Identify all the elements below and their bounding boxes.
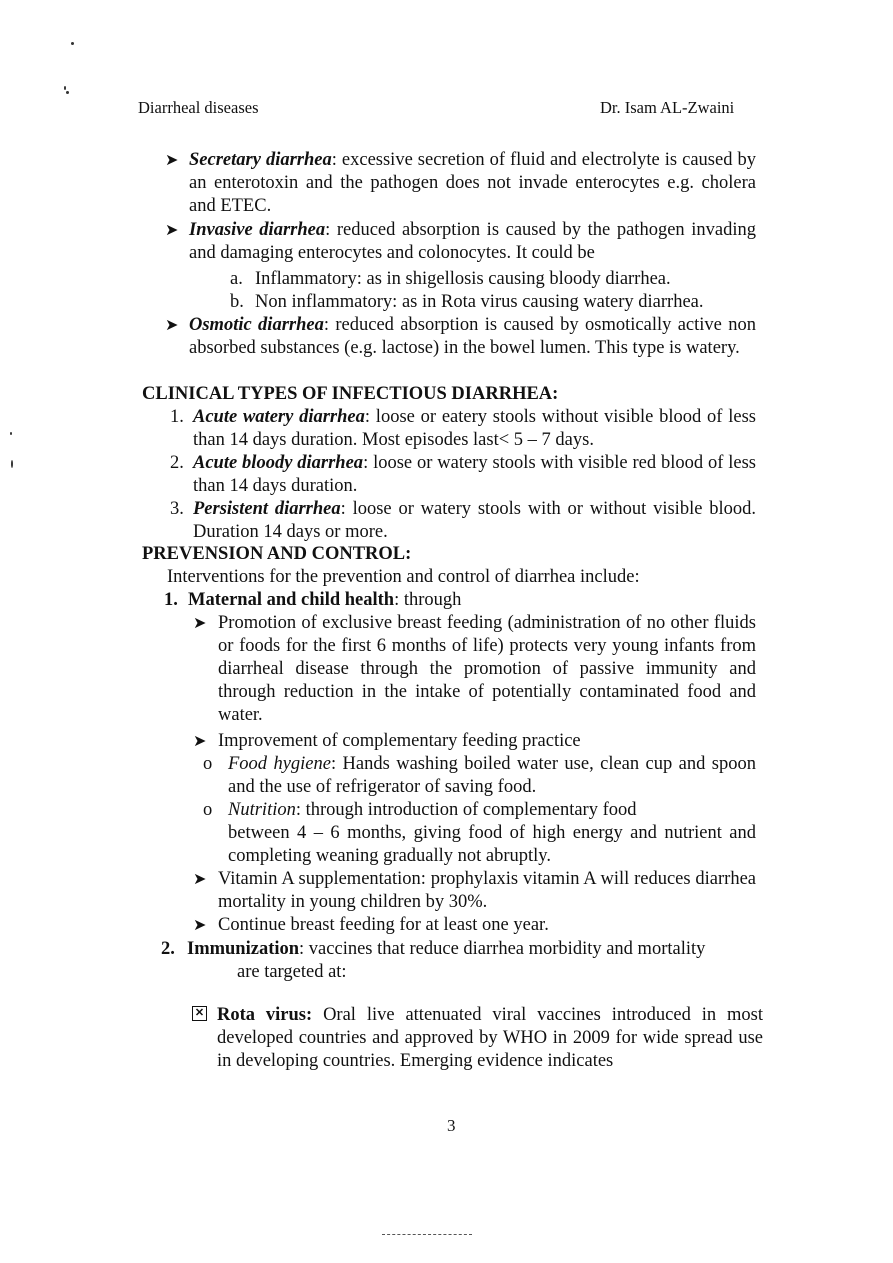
checkbox-bullet-icon: ✕ bbox=[192, 1006, 207, 1021]
circle-bullet-icon: o bbox=[203, 754, 213, 774]
breast-feeding-bullet: Promotion of exclusive breast feeding (administration of no other fluids or foods for the first 6 months of life) protects very young infants from diarrheal disease through the promotion of passive immunity and through reduction in the intake of potentially contaminated food and water. bbox=[218, 613, 756, 725]
arrow-bullet-icon: ➤ bbox=[165, 317, 179, 334]
maternal-child-health-item: Maternal and child health: through bbox=[188, 590, 462, 610]
prevention-intro: Interventions for the prevention and control of diarrhea include: bbox=[167, 567, 640, 587]
clinical-types-heading: CLINICAL TYPES OF INFECTIOUS DIARRHEA: bbox=[142, 384, 559, 404]
osmotic-diarrhea-term: Osmotic diarrhea bbox=[189, 315, 324, 335]
clinical-marker-2: 2. bbox=[170, 453, 184, 473]
acute-bloody-diarrhea-item: Acute bloody diarrhea: loose or watery stools with visible red blood of less than 14 days duration. bbox=[193, 453, 756, 496]
rota-virus-paragraph: Rota virus: Oral live attenuated viral vaccines introduced in most developed countries and approved by WHO in 2009 for wide spread use in developing countries. Emerging evidence indicates bbox=[217, 1005, 763, 1071]
invasive-diarrhea-term: Invasive diarrhea bbox=[189, 220, 326, 240]
immunization-item: Immunization: vaccines that reduce diarrhea morbidity and mortality bbox=[187, 939, 706, 959]
clinical-marker-3: 3. bbox=[170, 499, 184, 519]
arrow-bullet-icon: ➤ bbox=[193, 917, 207, 934]
arrow-bullet-icon: ➤ bbox=[193, 615, 207, 632]
invasive-diarrhea-paragraph: Invasive diarrhea: reduced absorption is caused by the pathogen invading and damaging enterocytes and colonocytes. It could be bbox=[189, 220, 756, 263]
clinical-marker-1: 1. bbox=[170, 407, 184, 427]
scan-speck bbox=[10, 432, 12, 435]
header-right: Dr. Isam AL-Zwaini bbox=[600, 98, 735, 117]
complementary-feeding-bullet: Improvement of complementary feeding practice bbox=[218, 731, 581, 751]
non-inflammatory-item: Non inflammatory: as in Rota virus causing watery diarrhea. bbox=[255, 292, 704, 312]
scan-speck bbox=[71, 42, 74, 45]
prevention-heading: PREVENSION AND CONTROL: bbox=[142, 544, 412, 564]
header-left: Diarrheal diseases bbox=[138, 98, 259, 117]
footer-divider bbox=[382, 1234, 472, 1235]
prevention-marker-1: 1. bbox=[164, 590, 178, 610]
scan-speck bbox=[64, 86, 66, 90]
inflammatory-item: Inflammatory: as in shigellosis causing bloody diarrhea. bbox=[255, 269, 671, 289]
arrow-bullet-icon: ➤ bbox=[193, 871, 207, 888]
prevention-marker-2: 2. bbox=[161, 939, 175, 959]
scan-speck bbox=[11, 460, 13, 468]
page-number: 3 bbox=[447, 1116, 456, 1135]
arrow-bullet-icon: ➤ bbox=[165, 222, 179, 239]
nutrition-item: Nutrition: through introduction of complementary food bbox=[228, 800, 637, 820]
arrow-bullet-icon: ➤ bbox=[165, 152, 179, 169]
arrow-bullet-icon: ➤ bbox=[193, 733, 207, 750]
scan-speck bbox=[66, 91, 69, 94]
nutrition-item-continued: between 4 – 6 months, giving food of high energy and nutrient and completing weaning gradually not abruptly. bbox=[228, 823, 756, 866]
food-hygiene-item: Food hygiene: Hands washing boiled water use, clean cup and spoon and the use of refrigerator of saving food. bbox=[228, 754, 756, 797]
secretory-diarrhea-term: Secretary diarrhea bbox=[189, 150, 332, 170]
osmotic-diarrhea-paragraph: Osmotic diarrhea: reduced absorption is caused by osmotically active non absorbed substances (e.g. lactose) in the bowel lumen. This type is watery. bbox=[189, 315, 756, 358]
sub-marker-a: a. bbox=[230, 269, 243, 289]
secretory-diarrhea-paragraph: Secretary diarrhea: excessive secretion of fluid and electrolyte is caused by an enterotoxin and the pathogen does not invade enterocytes e.g. cholera and ETEC. bbox=[189, 150, 756, 216]
acute-watery-diarrhea-item: Acute watery diarrhea: loose or eatery stools without visible blood of less than 14 days duration. Most episodes last< 5 – 7 days. bbox=[193, 407, 756, 450]
immunization-item-continued: are targeted at: bbox=[237, 962, 347, 982]
circle-bullet-icon: o bbox=[203, 800, 213, 820]
continue-breast-feeding-bullet: Continue breast feeding for at least one year. bbox=[218, 915, 549, 935]
vitamin-a-bullet: Vitamin A supplementation: prophylaxis vitamin A will reduces diarrhea mortality in young children by 30%. bbox=[218, 869, 756, 912]
sub-marker-b: b. bbox=[230, 292, 244, 312]
persistent-diarrhea-item: Persistent diarrhea: loose or watery stools with or without visible blood. Duration 14 days or more. bbox=[193, 499, 756, 542]
